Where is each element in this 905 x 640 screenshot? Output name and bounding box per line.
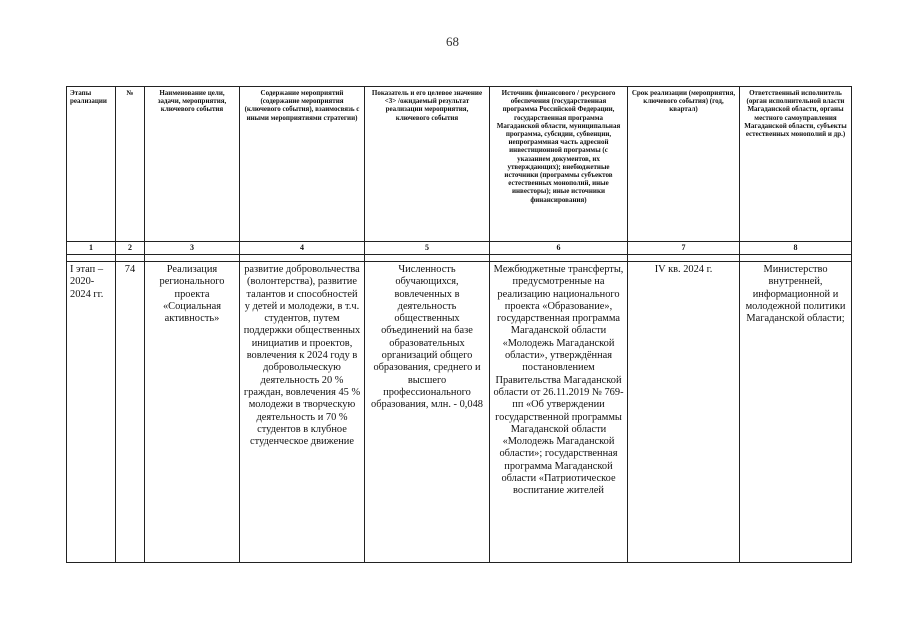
- stage-cell: I этап – 2020-2024 гг.: [67, 262, 116, 563]
- header-deadline: Срок реализации (мероприятия, ключевого события) (год, квартал): [628, 87, 740, 242]
- number-cell: 74: [116, 262, 145, 563]
- header-indicator: Показатель и его целевое значение <3> /ожидаемый результат реализации мероприятия, ключевого события: [365, 87, 490, 242]
- content-cell: развитие добровольчества (волонтерства), развитие талантов и способностей у детей и молодежи, в т.ч. студентов, путем поддержки общественных инициатив и проектов, вовлечения к 2024 году в добровольческую деятельность 20 % граждан, вовлечения 45 % молодежи в творческую деятельность и 70 % студентов в клубное студенческое движение: [240, 262, 365, 563]
- page-number: 68: [446, 34, 459, 49]
- deadline-cell: IV кв. 2024 г.: [628, 262, 740, 563]
- spacer-row: [67, 255, 852, 262]
- column-number-row: [67, 242, 852, 255]
- column-number: 6: [490, 242, 628, 255]
- executor-cell: Министерство внутренней, информационной и молодежной политики Магаданской области;: [740, 262, 852, 563]
- column-number: 3: [145, 242, 240, 255]
- header-executor: Ответственный исполнитель (орган исполнительной власти Магаданской области, органы местного самоуправления Магаданской области, субъекты естественных монополий и др.): [740, 87, 852, 242]
- column-number: 4: [240, 242, 365, 255]
- strategy-action-plan-table: [66, 86, 852, 563]
- source-cell: Межбюджетные трансферты, предусмотренные на реализацию национального проекта «Образование», государственная программа Магаданской области «Молодежь Магаданской области», утверждённая постановлением Правительства Магаданской области от 26.11.2019 № 769-пп «Об утверждении государственной программы Магаданской области «Молодежь Магаданской области»; государственная программа Магаданской области «Патриотическое воспитание жителей: [490, 262, 628, 563]
- header-name: Наименование цели, задачи, мероприятия, ключевого события: [145, 87, 240, 242]
- column-number: 2: [116, 242, 145, 255]
- table-row: [67, 262, 852, 563]
- column-number: 5: [365, 242, 490, 255]
- header-number: №: [116, 87, 145, 242]
- column-number: 1: [67, 242, 116, 255]
- column-number: 7: [628, 242, 740, 255]
- column-number: 8: [740, 242, 852, 255]
- table-header-row: [67, 87, 852, 242]
- header-content: Содержание мероприятий (содержание мероприятия (ключевого события), взаимосвязь с иными мероприятиями стратегии): [240, 87, 365, 242]
- header-stage: Этапы реализации: [67, 87, 116, 242]
- indicator-cell: Численность обучающихся, вовлеченных в деятельность общественных объединений на базе образовательных организаций общего образования, среднего и высшего профессионального образования, млн. - 0,048: [365, 262, 490, 563]
- name-cell: Реализация регионального проекта «Социальная активность»: [145, 262, 240, 563]
- header-source: Источник финансового / ресурсного обеспечения (государственная программа Российской Федерации, государственная программа Магаданской области, муниципальная программа, субсидии, субвенции, непрограммная часть адресной инвестиционной программы (с указанием документов, их утверждающих); внебюджетные источники (программы субъектов естественных монополий, иные инвесторы); иные источники финансирования): [490, 87, 628, 242]
